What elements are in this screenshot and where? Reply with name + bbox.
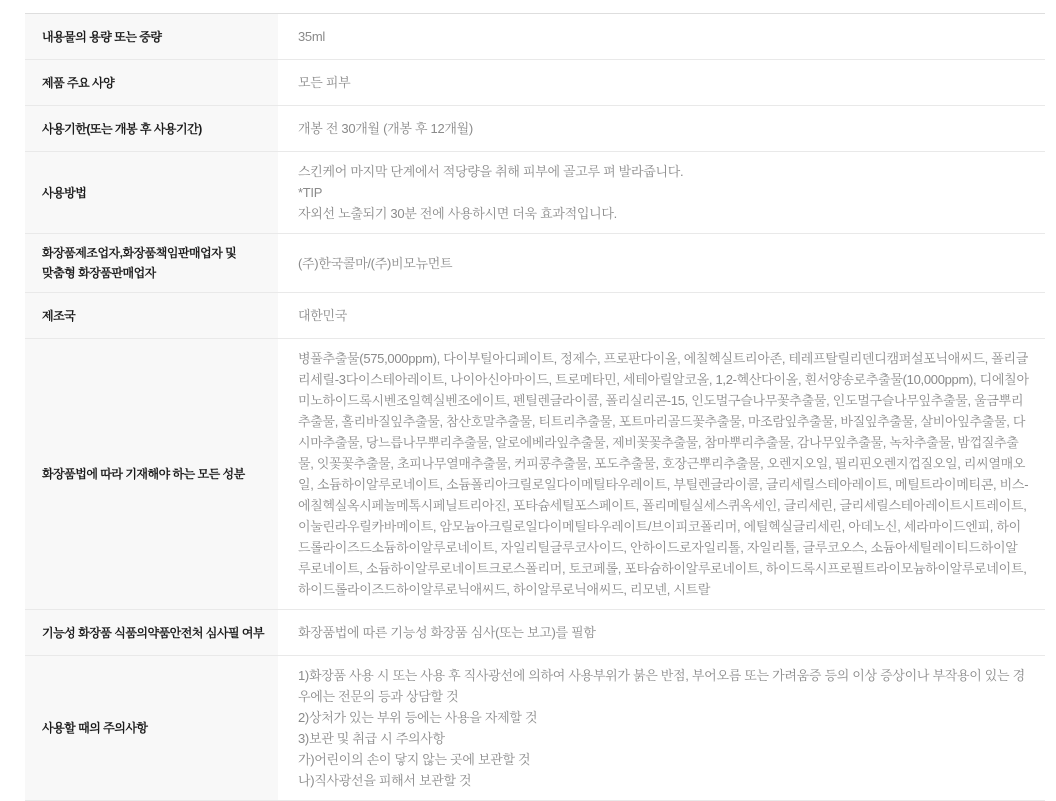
row-label: 제조국 bbox=[25, 293, 278, 338]
row-value bbox=[278, 60, 1045, 105]
row-label: 화장품법에 따라 기재해야 하는 모든 성분 bbox=[25, 339, 278, 609]
row-label: 사용방법 bbox=[25, 152, 278, 233]
table-row bbox=[25, 293, 1045, 339]
table-row bbox=[25, 152, 1045, 234]
row-value bbox=[278, 293, 1045, 338]
row-label: 내용물의 용량 또는 중량 bbox=[25, 14, 278, 59]
row-label: 기능성 화장품 식품의약품안전처 심사필 여부 bbox=[25, 610, 278, 655]
row-value bbox=[278, 234, 1045, 292]
table-row bbox=[25, 656, 1045, 801]
row-value bbox=[278, 106, 1045, 151]
value-line: 나)직사광선을 피해서 보관할 것 bbox=[298, 773, 472, 788]
row-value bbox=[278, 610, 1045, 655]
value-line: 3)보관 및 취급 시 주의사항 bbox=[298, 731, 445, 746]
table-row bbox=[25, 610, 1045, 656]
table-row bbox=[25, 60, 1045, 106]
row-value bbox=[278, 656, 1045, 800]
value-line: 화장품법에 따른 기능성 화장품 심사(또는 보고)를 필함 bbox=[298, 625, 596, 640]
row-label: 사용기한(또는 개봉 후 사용기간) bbox=[25, 106, 278, 151]
row-value bbox=[278, 339, 1045, 609]
row-label: 사용할 때의 주의사항 bbox=[25, 656, 278, 800]
value-line: 모든 피부 bbox=[298, 75, 351, 90]
value-line: 자외선 노출되기 30분 전에 사용하시면 더욱 효과적입니다. bbox=[298, 206, 617, 221]
value-line: 병풀추출물(575,000ppm), 다이부틸아디페이트, 정제수, 프로판다이올, 에칠헥실트리아존, 테레프탈릴리덴디캠퍼설포닉애씨드, 폴리글리세릴-3다이스테아레이트, 나이아신아마이드, 트로메타민, 세테아릴알코올, 1,2-헥산다이올, 흰서양송로추출물(10,000ppm), 디에칠아미노하이드록시벤조일헥실벤조에이트, 펜틸렌글라이콜, 폴리실리콘-15, 인도멀구슬나무꽃추출물, 인도멀구슬나무잎추출물, 울금뿌리추출물, 홀리바질잎추출물, 참산호말추출물, 티트리추출물, 포트마리골드꽃추출물, 마조람잎추출물, 바질잎추출물, 살비아잎추출물, 다시마추출물, 당느릅나무뿌리추출물, 알로에베라잎추출물, 제비꽃꽃추출물, 참마뿌리추출물, 감나무잎추출물, 녹차추출물, 밤껍질추출물, 잇꽃꽃추출물, 초피나무열매추출물, 커피콩추출물, 포도추출물, 호장근뿌리추출물, 오렌지오일, 필리핀오렌지껍질오일, 리씨열매오일, 소듐하이알루로네이트, 소듐폴리아크릴로일다이메틸타우레이트, 부틸렌글라이콜, 글리세릴스테아레이트, 메틸트라이메티콘, 비스-에칠헥실옥시페놀메톡시페닐트리아진, 포타슘세틸포스페이트, 폴리메틸실세스퀴옥세인, 글리세린, 글리세릴스테아레이트시트레이트, 이눌린라우릴카바메이트, 암모늄아크릴로일다이메틸타우레이트/브이피코폴리머, 에틸헥실글리세린, 아데노신, 세라마이드엔피, 하이드롤라이즈드소듐하이알루로네이트, 자일리틸글루코사이드, 안하이드로자일리톨, 자일리톨, 글루코오스, 소듐아세틸레이티드하이알루로네이트, 소듐하이알루로네이트크로스폴리머, 토코페롤, 포타슘하이알루로네이트, 하이드록시프로필트라이모늄하이알루로네이트, 하이드롤라이즈드하이알루로닉애씨드, 하이알루로닉애씨드, 리모넨, 시트랄 bbox=[298, 351, 1029, 597]
value-line: 대한민국 bbox=[298, 308, 348, 323]
value-line: 스킨케어 마지막 단계에서 적당량을 취해 피부에 골고루 펴 발라줍니다. bbox=[298, 164, 684, 179]
value-line: 가)어린이의 손이 닿지 않는 곳에 보관할 것 bbox=[298, 752, 531, 767]
value-line: 1)화장품 사용 시 또는 사용 후 직사광선에 의하여 사용부위가 붉은 반점, 부어오름 또는 가려움증 등의 이상 증상이나 부작용이 있는 경우에는 전문의 등과 상담할 것 bbox=[298, 668, 1025, 704]
row-value bbox=[278, 14, 1045, 59]
table-row bbox=[25, 234, 1045, 293]
product-info-table bbox=[25, 13, 1045, 801]
value-line: 개봉 전 30개월 (개봉 후 12개월) bbox=[298, 121, 473, 136]
row-label: 제품 주요 사양 bbox=[25, 60, 278, 105]
table-row bbox=[25, 106, 1045, 152]
row-label: 화장품제조업자,화장품책임판매업자 및 맞춤형 화장품판매업자 bbox=[25, 234, 278, 292]
value-line: (주)한국콜마/(주)비모뉴먼트 bbox=[298, 255, 453, 271]
table-row bbox=[25, 14, 1045, 60]
value-line: 2)상처가 있는 부위 등에는 사용을 자제할 것 bbox=[298, 710, 538, 725]
row-value bbox=[278, 152, 1045, 233]
value-line: 35ml bbox=[298, 29, 325, 44]
table-row bbox=[25, 339, 1045, 610]
value-line: *TIP bbox=[298, 185, 323, 200]
